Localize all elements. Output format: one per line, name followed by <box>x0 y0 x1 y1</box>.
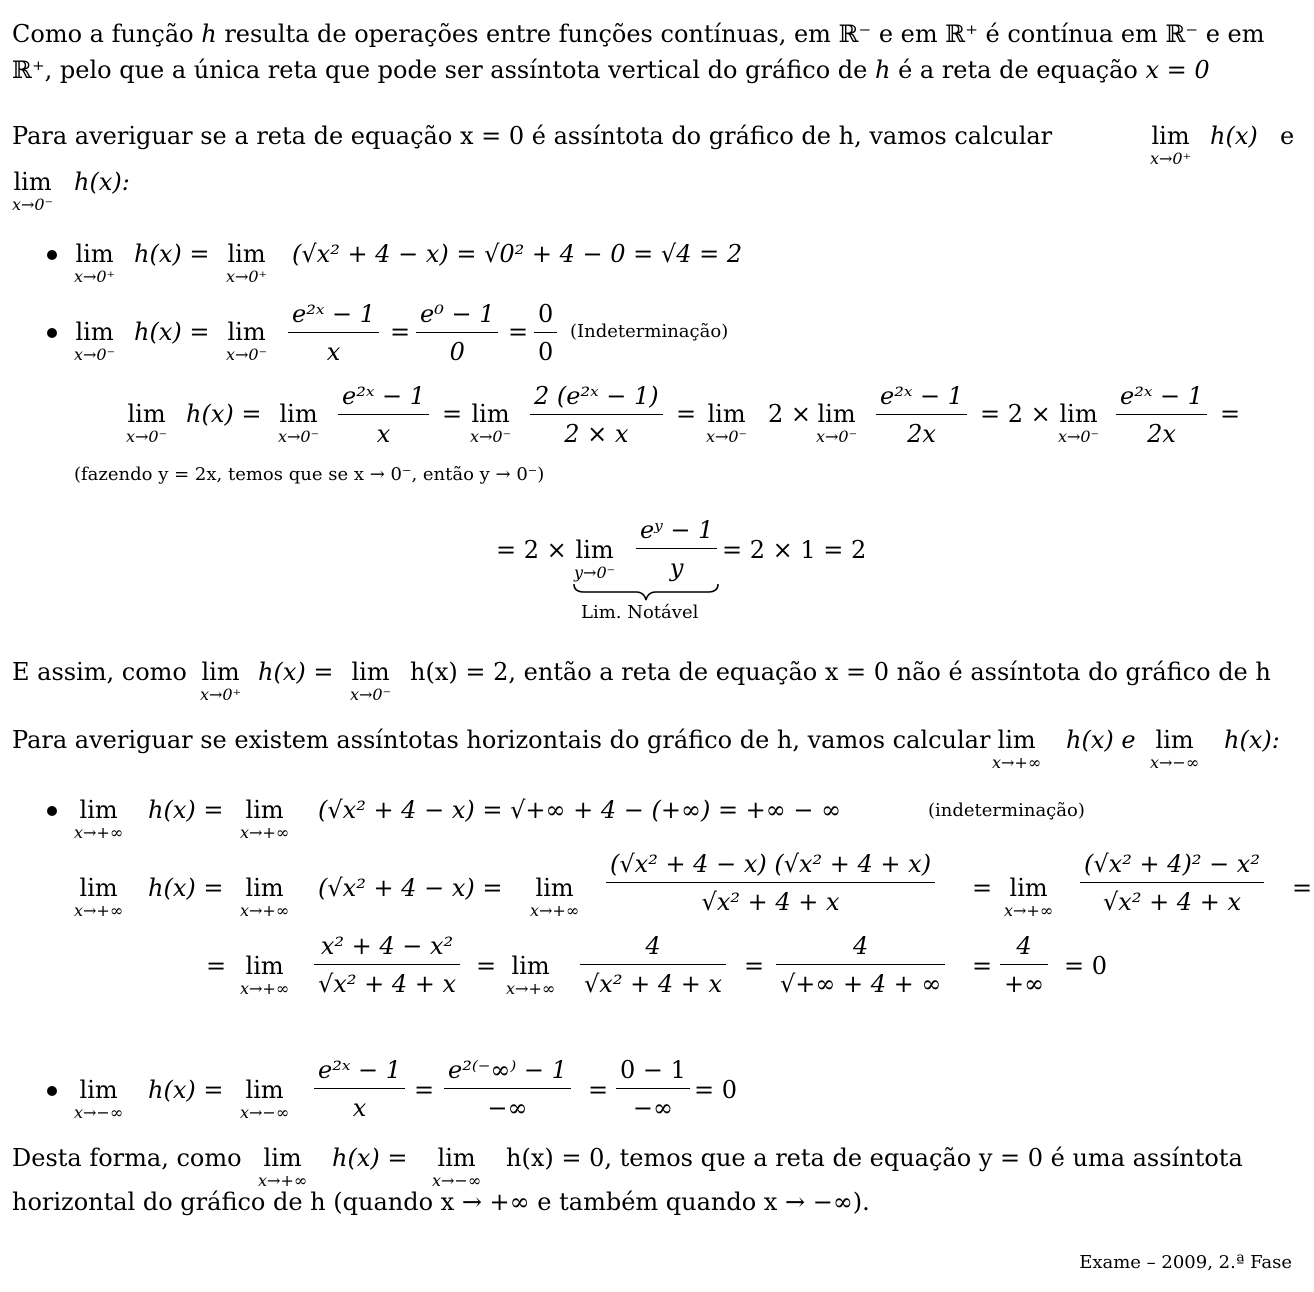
fraction: 0 0 <box>534 302 557 364</box>
bullet <box>47 806 57 816</box>
hx-a: h(x) <box>1210 122 1258 150</box>
equals: = <box>588 1076 609 1104</box>
horizontal-question-a: Para averiguar se existem assíntotas horizontais do gráfico de h, vamos calcular <box>12 726 991 754</box>
limit-expr: lim x→+∞ <box>240 874 290 920</box>
limit-0-plus: lim x→0⁺ <box>1150 122 1192 168</box>
fraction: e²ˣ − 1 x <box>288 302 379 364</box>
fraction: x² + 4 − x² √x² + 4 + x <box>314 934 460 996</box>
hx: h(x): <box>1224 726 1280 754</box>
hx: h(x) = <box>332 1144 408 1172</box>
limit-expr: lim x→+∞ <box>530 874 580 920</box>
limit-expr: lim x→−∞ <box>240 1076 290 1122</box>
limit-expr: lim x→+∞ <box>240 952 290 998</box>
conclusion-vertical-b: h(x) = 2, então a reta de equação x = 0 não é assíntota do gráfico de h <box>410 658 1271 686</box>
limit-expr: lim x→0⁻ <box>126 400 168 446</box>
limit-expr: lim x→0⁻ <box>226 318 268 364</box>
limit-expr: lim x→0⁺ <box>200 658 242 704</box>
limit-expr: lim x→0⁻ <box>278 400 320 446</box>
fraction: 4 +∞ <box>1000 934 1048 996</box>
times-two: = 2 × <box>980 400 1051 428</box>
limit-expr: lim x→0⁺ <box>226 240 268 286</box>
bullet <box>47 250 57 260</box>
limit-expr: lim y→0⁻ <box>574 536 616 582</box>
lhs-hx: h(x) = <box>148 796 224 824</box>
limit-expr: lim x→0⁺ <box>74 240 116 286</box>
limit-expr: lim x→+∞ <box>240 796 290 842</box>
fraction: e²ˣ − 1 2x <box>876 384 967 446</box>
fraction: 4 √+∞ + 4 + ∞ <box>776 934 945 996</box>
equals: = <box>1292 874 1313 902</box>
limit-expr: lim x→0⁻ <box>350 658 392 704</box>
limit-expr: lim x→+∞ <box>1004 874 1054 920</box>
lhs-hx: h(x) = <box>186 400 262 428</box>
substitution-note: (fazendo y = 2x, temos que se x → 0⁻, então y → 0⁻) <box>74 464 545 485</box>
limit-expr: lim x→−∞ <box>74 1076 124 1122</box>
limit-expr: lim x→+∞ <box>74 874 124 920</box>
times-two: 2 × <box>768 400 812 428</box>
hx-b: h(x): <box>74 168 130 196</box>
limit-0-minus: lim x→0⁻ <box>12 168 54 214</box>
limit-expr: lim x→+∞ <box>258 1144 308 1190</box>
limit-expr: lim x→0⁻ <box>1058 400 1100 446</box>
conclusion-vertical-a: E assim, como <box>12 658 187 686</box>
equals: = <box>206 952 227 980</box>
limit-expr: lim x→0⁻ <box>816 400 858 446</box>
equals: = <box>442 400 463 428</box>
indeterminacy-note: (indeterminação) <box>928 800 1085 821</box>
fraction: (√x² + 4)² − x² √x² + 4 + x <box>1080 852 1264 914</box>
equals: = <box>972 874 993 902</box>
equals: = <box>476 952 497 980</box>
intro-line-2: ℝ⁺, pelo que a única reta que pode ser assíntota vertical do gráfico de h é a reta de equação x = 0 <box>12 56 1210 84</box>
equals: = <box>414 1076 435 1104</box>
underbrace-icon <box>572 582 720 604</box>
result: = 0 <box>694 1076 738 1104</box>
result: = 0 <box>1064 952 1108 980</box>
conj-e: e <box>1280 122 1295 150</box>
intro-line-1: Como a função h resulta de operações entre funções contínuas, em ℝ⁻ e em ℝ⁺ é contínua em ℝ⁻ e em <box>12 20 1265 48</box>
fraction: e²ˣ − 1 2x <box>1116 384 1207 446</box>
vertical-asymptote-question: Para averiguar se a reta de equação x = 0 é assíntota do gráfico de h, vamos calcular <box>12 122 1053 150</box>
result: = 2 × 1 = 2 <box>722 536 867 564</box>
hx: h(x) = <box>258 658 334 686</box>
limit-expr: lim x→−∞ <box>1150 726 1200 772</box>
fraction: eʸ − 1 y <box>636 518 717 580</box>
equals: = <box>972 952 993 980</box>
lhs-hx: h(x) = <box>148 1076 224 1104</box>
equals: = <box>676 400 697 428</box>
limit-expr: lim x→−∞ <box>432 1144 482 1190</box>
conclusion-horizontal-a: Desta forma, como <box>12 1144 242 1172</box>
indeterminacy-note: (Indeterminação) <box>570 321 729 342</box>
fraction: e²⁽⁻∞⁾ − 1 −∞ <box>444 1058 571 1120</box>
equals: = <box>508 318 529 346</box>
limit-expr: lim x→0⁻ <box>706 400 748 446</box>
equation-b3b: (√x² + 4 − x) = <box>318 874 503 902</box>
fraction: e⁰ − 1 0 <box>416 302 498 364</box>
fraction: e²ˣ − 1 x <box>338 384 429 446</box>
limit-expr: lim x→0⁻ <box>74 318 116 364</box>
limit-expr: lim x→+∞ <box>992 726 1042 772</box>
limit-expr: lim x→0⁻ <box>470 400 512 446</box>
limit-expr: lim x→+∞ <box>74 796 124 842</box>
equation-b1: (√x² + 4 − x) = √0² + 4 − 0 = √4 = 2 <box>292 240 743 268</box>
brace-label: Lim. Notável <box>581 602 699 623</box>
hx: h(x) e <box>1066 726 1136 754</box>
equals: = <box>390 318 411 346</box>
lhs-hx: h(x) = <box>134 318 210 346</box>
lhs-hx: h(x) = <box>148 874 224 902</box>
equals: = <box>1220 400 1241 428</box>
fraction: 2 (e²ˣ − 1) 2 × x <box>530 384 663 446</box>
equation-b3: (√x² + 4 − x) = √+∞ + 4 − (+∞) = +∞ − ∞ <box>318 796 842 824</box>
conclusion-horizontal-line2: horizontal do gráfico de h (quando x → +∞ e também quando x → −∞). <box>12 1188 870 1216</box>
limit-expr: lim x→+∞ <box>506 952 556 998</box>
fraction: 0 − 1 −∞ <box>616 1058 690 1120</box>
equals: = <box>744 952 765 980</box>
fraction: 4 √x² + 4 + x <box>580 934 726 996</box>
conclusion-horizontal-b: h(x) = 0, temos que a reta de equação y = 0 é uma assíntota <box>506 1144 1243 1172</box>
times-two: = 2 × <box>496 536 567 564</box>
fraction: (√x² + 4 − x) (√x² + 4 + x) √x² + 4 + x <box>606 852 935 914</box>
exam-source: Exame – 2009, 2.ª Fase <box>1079 1252 1292 1273</box>
bullet <box>47 328 57 338</box>
bullet <box>47 1086 57 1096</box>
fraction: e²ˣ − 1 x <box>314 1058 405 1120</box>
lhs-hx: h(x) = <box>134 240 210 268</box>
